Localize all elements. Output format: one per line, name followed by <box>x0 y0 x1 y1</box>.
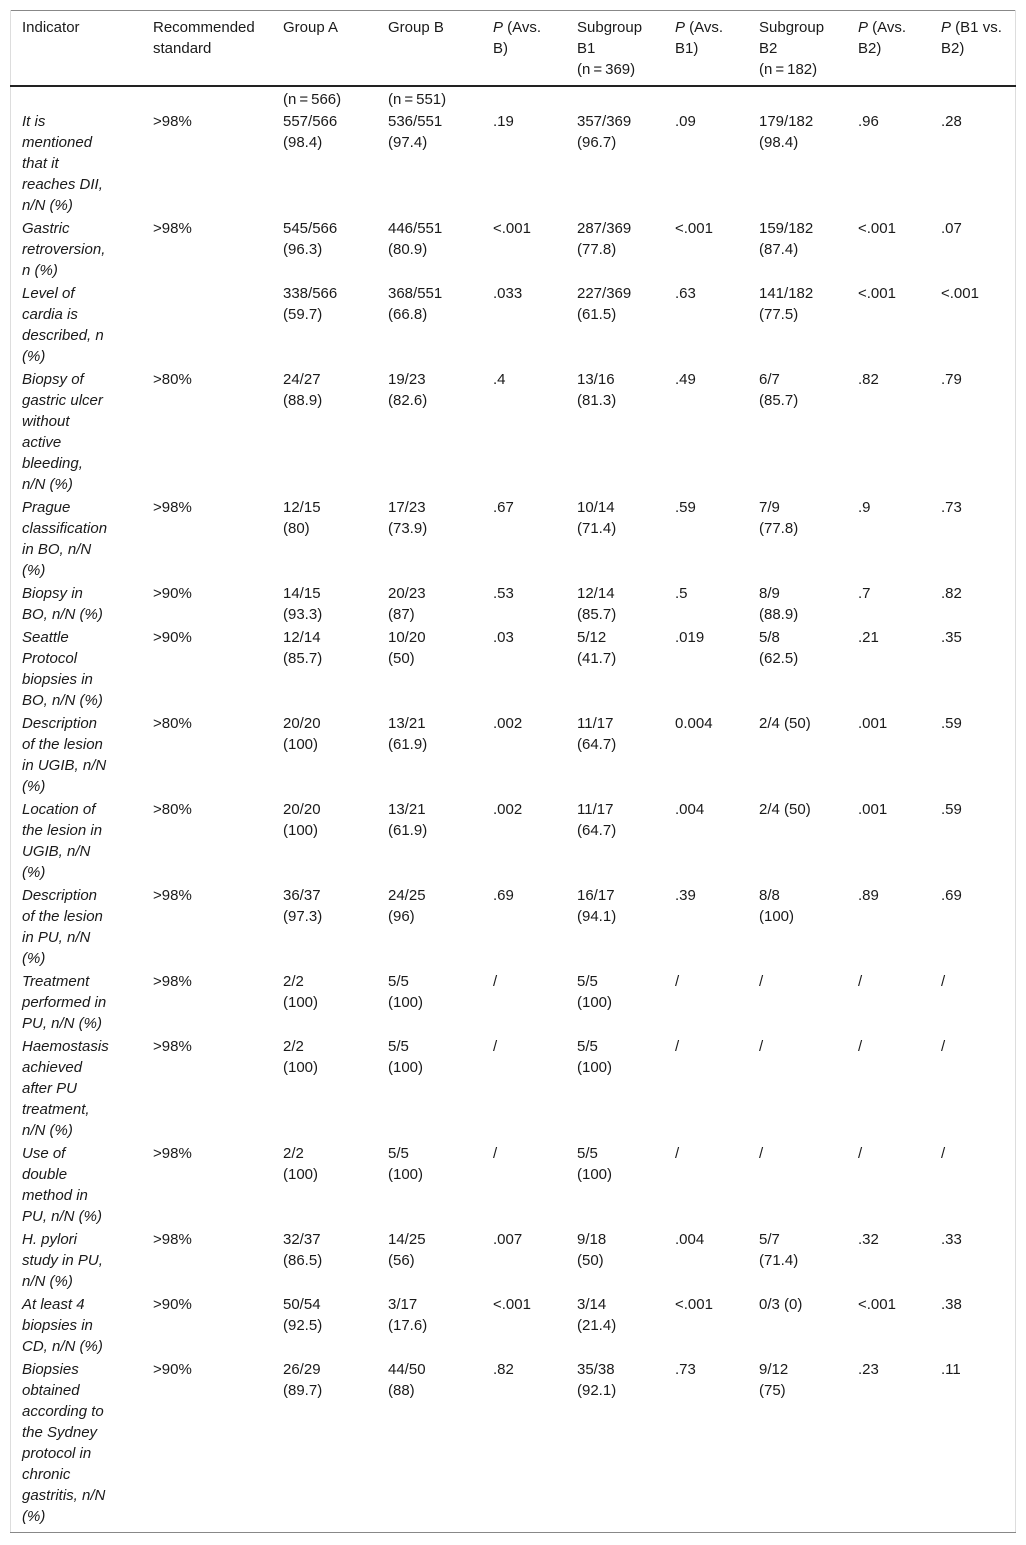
cell-p_ab1: .59 <box>675 499 696 516</box>
cell-group_a: 338/566 (59.7) <box>283 285 338 323</box>
cell-indicator: Biopsies obtained according to the Sydney protocol in chronic gastritis, n/N (%) <box>22 1361 106 1525</box>
cell-sub_b2: 2/4 (50) <box>759 801 811 818</box>
cell-sub_b1: 16/17 (94.1) <box>577 887 617 925</box>
cell-p_ab: .033 <box>493 285 523 302</box>
cell-p_ab: .007 <box>493 1231 523 1248</box>
cell-indicator: Seattle Protocol biopsies in BO, n/N (%) <box>22 629 103 709</box>
cell-p_ab2: .23 <box>858 1361 879 1378</box>
header-p_b1b2: P (B1 vs. B2) <box>941 19 1002 57</box>
cell-sub_b1: 227/369 (61.5) <box>577 285 632 323</box>
cell-p_b1b2: .73 <box>941 499 962 516</box>
cell-sub_b2: 5/7 (71.4) <box>759 1231 799 1269</box>
cell-p_ab1: 0.004 <box>675 715 713 732</box>
cell-group_a: 24/27 (88.9) <box>283 371 323 409</box>
cell-p_ab2: / <box>858 1038 863 1055</box>
cell-sub_b1: 3/14 (21.4) <box>577 1296 617 1334</box>
cell-sub_b1: 11/17 (64.7) <box>577 715 617 753</box>
cell-sub_b1: 5/5 (100) <box>577 1145 613 1183</box>
cell-standard: >80% <box>153 371 192 388</box>
cell-p_ab1: .73 <box>675 1361 696 1378</box>
cell-sub_b1: 35/38 (92.1) <box>577 1361 617 1399</box>
cell-indicator: Biopsy in BO, n/N (%) <box>22 585 103 623</box>
cell-p_ab1: / <box>675 1038 680 1055</box>
header-sub_b1: Subgroup B1 (n = 369) <box>577 19 643 78</box>
cell-group_b: 10/20 (50) <box>388 629 426 667</box>
cell-p_ab: .69 <box>493 887 514 904</box>
cell-group_a: 50/54 (92.5) <box>283 1296 323 1334</box>
cell-standard: >98% <box>153 499 192 516</box>
cell-p_b1b2: .33 <box>941 1231 962 1248</box>
cell-sub_b2: 9/12 (75) <box>759 1361 789 1399</box>
cell-group_b: 368/551 (66.8) <box>388 285 443 323</box>
cell-p_ab1: .004 <box>675 1231 705 1248</box>
cell-sub_b2: 6/7 (85.7) <box>759 371 799 409</box>
cell-p_ab2: .001 <box>858 801 888 818</box>
cell-p_b1b2: / <box>941 1145 946 1162</box>
cell-p_b1b2: / <box>941 973 946 990</box>
cell-indicator: Gastric retroversion, n (%) <box>22 220 106 279</box>
cell-group_b: 446/551 (80.9) <box>388 220 443 258</box>
group-a-n: (n = 566) <box>283 91 342 108</box>
cell-standard: >98% <box>153 1231 192 1248</box>
cell-indicator: Haemostasis achieved after PU treatment, n/N (%) <box>22 1038 109 1139</box>
cell-group_a: 32/37 (86.5) <box>283 1231 323 1269</box>
header-p_ab1: P (Avs. B1) <box>675 19 724 57</box>
header-p_ab2: P (Avs. B2) <box>858 19 907 57</box>
cell-p_ab1: .39 <box>675 887 696 904</box>
cell-sub_b2: 179/182 (98.4) <box>759 113 814 151</box>
cell-indicator: At least 4 biopsies in CD, n/N (%) <box>22 1296 103 1355</box>
cell-indicator: Description of the lesion in PU, n/N (%) <box>22 887 103 967</box>
cell-group_a: 26/29 (89.7) <box>283 1361 323 1399</box>
cell-p_ab1: .5 <box>675 585 688 602</box>
cell-sub_b1: 12/14 (85.7) <box>577 585 617 623</box>
cell-group_a: 12/15 (80) <box>283 499 321 537</box>
cell-p_ab2: / <box>858 1145 863 1162</box>
cell-p_b1b2: .38 <box>941 1296 962 1313</box>
cell-p_ab1: .09 <box>675 113 696 130</box>
cell-group_a: 20/20 (100) <box>283 801 321 839</box>
cell-p_ab: / <box>493 973 498 990</box>
cell-p_ab: .03 <box>493 629 514 646</box>
group-b-n: (n = 551) <box>388 91 447 108</box>
cell-indicator: Location of the lesion in UGIB, n/N (%) <box>22 801 103 881</box>
cell-group_b: 17/23 (73.9) <box>388 499 428 537</box>
cell-group_a: 557/566 (98.4) <box>283 113 338 151</box>
cell-p_b1b2: .59 <box>941 801 962 818</box>
header-indicator: Indicator <box>22 19 80 36</box>
cell-p_ab: .53 <box>493 585 514 602</box>
cell-indicator: Use of double method in PU, n/N (%) <box>22 1145 103 1225</box>
cell-sub_b2: 5/8 (62.5) <box>759 629 799 667</box>
cell-group_b: 536/551 (97.4) <box>388 113 443 151</box>
cell-standard: >80% <box>153 715 192 732</box>
header-p_ab: P (Avs. B) <box>493 19 542 57</box>
cell-sub_b1: 357/369 (96.7) <box>577 113 632 151</box>
cell-group_b: 5/5 (100) <box>388 1038 424 1076</box>
cell-group_a: 545/566 (96.3) <box>283 220 338 258</box>
cell-p_ab: / <box>493 1145 498 1162</box>
cell-group_a: 36/37 (97.3) <box>283 887 323 925</box>
cell-indicator: Level of cardia is described, n (%) <box>22 285 104 365</box>
cell-group_b: 5/5 (100) <box>388 973 424 1011</box>
cell-p_ab: .67 <box>493 499 514 516</box>
cell-p_ab2: .9 <box>858 499 871 516</box>
cell-sub_b2: 159/182 (87.4) <box>759 220 814 258</box>
header-group_a: Group A <box>283 19 339 36</box>
cell-sub_b1: 5/12 (41.7) <box>577 629 617 667</box>
cell-p_b1b2: / <box>941 1038 946 1055</box>
cell-group_b: 5/5 (100) <box>388 1145 424 1183</box>
cell-p_ab2: .21 <box>858 629 879 646</box>
cell-standard: >98% <box>153 887 192 904</box>
cell-p_ab1: .004 <box>675 801 705 818</box>
cell-group_b: 20/23 (87) <box>388 585 426 623</box>
cell-p_b1b2: .79 <box>941 371 962 388</box>
cell-standard: >90% <box>153 1361 192 1378</box>
cell-p_ab: .4 <box>493 371 506 388</box>
cell-p_ab1: / <box>675 1145 680 1162</box>
cell-p_b1b2: .11 <box>941 1361 961 1378</box>
cell-p_ab1: .49 <box>675 371 696 388</box>
cell-sub_b2: 0/3 (0) <box>759 1296 803 1313</box>
cell-standard: >98% <box>153 220 192 237</box>
cell-sub_b2: 7/9 (77.8) <box>759 499 799 537</box>
cell-p_ab: .19 <box>493 113 514 130</box>
cell-p_ab1: .019 <box>675 629 705 646</box>
cell-indicator: It is mentioned that it reaches DII, n/N (%) <box>22 113 103 214</box>
header-sub_b2: Subgroup B2 (n = 182) <box>759 19 825 78</box>
cell-sub_b1: 5/5 (100) <box>577 1038 613 1076</box>
cell-p_b1b2: .35 <box>941 629 962 646</box>
table-bottom-rule <box>10 1532 1016 1533</box>
cell-p_ab: .002 <box>493 715 523 732</box>
cell-p_ab2: .89 <box>858 887 879 904</box>
cell-standard: >98% <box>153 1145 192 1162</box>
cell-sub_b1: 11/17 (64.7) <box>577 801 617 839</box>
cell-group_b: 3/17 (17.6) <box>388 1296 428 1334</box>
table-left-border <box>10 10 11 1533</box>
cell-indicator: Treatment performed in PU, n/N (%) <box>22 973 107 1032</box>
cell-indicator: Prague classification in BO, n/N (%) <box>22 499 108 579</box>
cell-indicator: Description of the lesion in UGIB, n/N (%) <box>22 715 107 795</box>
cell-group_a: 14/15 (93.3) <box>283 585 323 623</box>
cell-sub_b2: 141/182 (77.5) <box>759 285 814 323</box>
cell-standard: >90% <box>153 1296 192 1313</box>
cell-group_a: 20/20 (100) <box>283 715 321 753</box>
cell-sub_b2: 8/9 (88.9) <box>759 585 799 623</box>
cell-standard: >90% <box>153 629 192 646</box>
cell-indicator: H. pylori study in PU, n/N (%) <box>22 1231 103 1290</box>
cell-group_b: 24/25 (96) <box>388 887 426 925</box>
cell-p_ab2: / <box>858 973 863 990</box>
cell-standard: >90% <box>153 585 192 602</box>
cell-standard: >98% <box>153 1038 192 1055</box>
cell-sub_b1: 5/5 (100) <box>577 973 613 1011</box>
cell-p_ab: .002 <box>493 801 523 818</box>
cell-p_ab2: <.001 <box>858 1296 896 1313</box>
cell-p_ab2: .82 <box>858 371 879 388</box>
cell-p_b1b2: <.001 <box>941 285 979 302</box>
cell-sub_b2: / <box>759 1145 764 1162</box>
cell-sub_b1: 287/369 (77.8) <box>577 220 632 258</box>
cell-p_b1b2: .69 <box>941 887 962 904</box>
cell-standard: >98% <box>153 113 192 130</box>
cell-group_a: 2/2 (100) <box>283 973 319 1011</box>
cell-p_ab2: <.001 <box>858 285 896 302</box>
cell-p_ab2: .96 <box>858 113 879 130</box>
cell-group_a: 2/2 (100) <box>283 1038 319 1076</box>
cell-p_ab2: .32 <box>858 1231 879 1248</box>
cell-group_b: 19/23 (82.6) <box>388 371 428 409</box>
cell-p_ab2: .7 <box>858 585 871 602</box>
cell-p_ab: .82 <box>493 1361 514 1378</box>
cell-p_ab: <.001 <box>493 1296 531 1313</box>
cell-p_ab1: <.001 <box>675 220 713 237</box>
cell-p_ab: <.001 <box>493 220 531 237</box>
cell-sub_b2: 8/8 (100) <box>759 887 795 925</box>
cell-sub_b2: / <box>759 973 764 990</box>
cell-p_ab2: <.001 <box>858 220 896 237</box>
cell-standard: >98% <box>153 973 192 990</box>
table-right-border <box>1015 10 1016 1533</box>
cell-group_b: 13/21 (61.9) <box>388 715 428 753</box>
cell-group_b: 13/21 (61.9) <box>388 801 428 839</box>
cell-sub_b1: 9/18 (50) <box>577 1231 607 1269</box>
cell-p_b1b2: .07 <box>941 220 962 237</box>
cell-sub_b1: 13/16 (81.3) <box>577 371 617 409</box>
cell-group_a: 2/2 (100) <box>283 1145 319 1183</box>
table-top-rule <box>10 10 1016 11</box>
header-standard: Recommended standard <box>153 19 255 57</box>
cell-sub_b2: / <box>759 1038 764 1055</box>
cell-sub_b2: 2/4 (50) <box>759 715 811 732</box>
cell-p_ab2: .001 <box>858 715 888 732</box>
cell-indicator: Biopsy of gastric ulcer without active bleeding, n/N (%) <box>22 371 103 493</box>
cell-p_ab: / <box>493 1038 498 1055</box>
header-rule <box>10 85 1016 87</box>
cell-p_b1b2: .82 <box>941 585 962 602</box>
cell-p_b1b2: .59 <box>941 715 962 732</box>
cell-group_b: 14/25 (56) <box>388 1231 426 1269</box>
cell-standard: >80% <box>153 801 192 818</box>
cell-p_b1b2: .28 <box>941 113 962 130</box>
cell-p_ab1: / <box>675 973 680 990</box>
cell-group_b: 44/50 (88) <box>388 1361 426 1399</box>
cell-group_a: 12/14 (85.7) <box>283 629 323 667</box>
cell-sub_b1: 10/14 (71.4) <box>577 499 617 537</box>
cell-p_ab1: .63 <box>675 285 696 302</box>
cell-p_ab1: <.001 <box>675 1296 713 1313</box>
header-group_b: Group B <box>388 19 444 36</box>
